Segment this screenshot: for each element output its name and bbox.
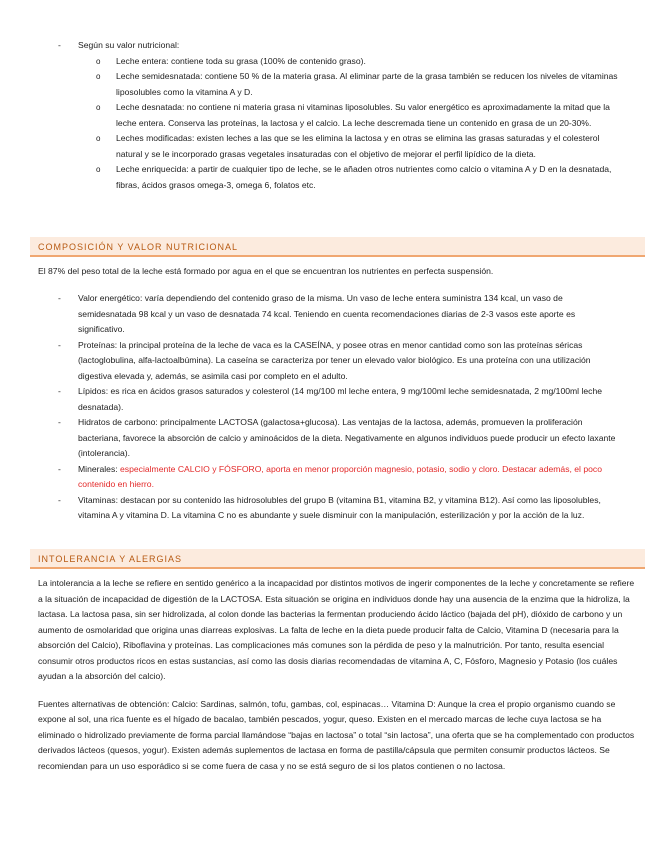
nutritional-list (58, 38, 618, 193)
sublist-item: o Leche entera: contiene toda su grasa (100% de contenido graso). (96, 54, 618, 70)
nutritional-list-block (58, 38, 618, 193)
section-heading-composicion: COMPOSICIÓN Y VALOR NUTRICIONAL (30, 237, 645, 257)
sublist-item: o Leches modificadas: existen leches a las que se les elimina la lactosa y en otras se elimina las grasas saturadas y el colesterol natural y se le incorporado grasas vegetales insaturadas con el objetivo de mejorar el perfil lipídico de la dieta. (96, 131, 618, 162)
list-item (58, 38, 618, 193)
list-item: - Vitaminas: destacan por su contenido las hidrosolubles del grupo B (vitamina B1, vitamina B2, y vitamina B12). Así como las liposolubles, vitamina A y vitamina D. La vitamina C no es abundante y suele disminuir con la manipulación, esterilización y por la acción de la luz. (58, 493, 618, 524)
intolerancia-paragraph-1: La intolerancia a la leche se refiere en sentido genérico a la incapacidad por distintos motivos de ingerir componentes de la leche y concretamente se refiere a la situación de incapacidad de digestión de la LACTOSA. Esta situación se origina en individuos donde hay una ausencia de la enzima que la hidroliza, la lactasa. La lactosa pasa, sin ser hidrolizada, al colon donde las bacterias la fermentan produciendo ácido láctico (bajada del pH), dióxido de carbono y un aumento de osmolaridad que origina unas diarreas explosivas. La falta de leche en la dieta puede producir falta de Calcio, Vitamina D (necesaria para la absorción del Calcio), Riboflavina y proteínas. Las complicaciones más comunes son la pérdida de peso y la malnutrición. Por tanto, resulta esencial consumir otros productos ricos en estas sustancias, así como las dosis diarias recomendadas de vitamina A, C, Fósforo, Magnesio y Potasio (los cuáles ayudan a la absorción del calcio). (38, 578, 635, 681)
sublist-item: o Leche enriquecida: a partir de cualquier tipo de leche, se le añaden otros nutrientes como calcio o vitamina A y D en la desnatada, fibras, ácidos grasos omega-3, omega 6, folatos etc. (96, 162, 618, 193)
list-intro: Según su valor nutricional: (78, 40, 180, 50)
list-item: - Hidratos de carbono: principalmente LACTOSA (galactosa+glucosa). Las ventajas de la lactosa, además, promueven la proliferación bacteriana, favorece la absorción de calcio y aminoácidos de la dieta. Negativamente en algunos individuos puede producir un efecto laxante (intolerancia). (58, 415, 618, 462)
composicion-list (58, 291, 618, 524)
list-item: - Valor energético: varía dependiendo del contenido graso de la misma. Un vaso de leche entera suministra 134 kcal, un vaso de semidesnatada 98 kcal y un vaso de desnatada 74 kcal. Teniendo en cuenta recomendaciones diarias de 2-3 vasos este aporte es significativo. (58, 291, 618, 338)
list-item: - Lípidos: es rica en ácidos grasos saturados y colesterol (14 mg/100 ml leche entera, 9 mg/100ml leche semidesnatada, 2 mg/100ml leche desnatada). (58, 384, 618, 415)
sublist (96, 54, 618, 194)
section-heading-intolerancia: INTOLERANCIA Y ALERGIAS (30, 549, 645, 569)
intolerancia-body (38, 576, 638, 774)
composicion-intro: El 87% del peso total de la leche está formado por agua en el que se encuentran los nutrientes en perfecta suspensión. (38, 266, 494, 276)
minerales-highlight: especialmente CALCIO y FÓSFORO, aporta en menor proporción magnesio, potasio, sodio y cloro. Destacar además, el poco contenido en hierro. (78, 463, 602, 489)
minerales-label: Minerales: (78, 463, 121, 474)
list-item (58, 462, 618, 493)
sublist-item: o Leche desnatada: no contiene ni materia grasa ni vitaminas liposolubles. Su valor energético es aproximadamente la mitad que la leche entera. Conserva las proteínas, la lactosa y el calcio. La leche descremada tiene un contenido en grasa de un 20-30%. (96, 100, 618, 131)
list-item: - Proteínas: la principal proteína de la leche de vaca es la CASEÍNA, y posee otras en menor cantidad como son las proteínas séricas (lactoglobulina, alfa-lactoalbúmina). La caseína se caracteriza por tener un elevado valor biológico. Es una proteína con una utilización digestiva elevada y, además, se asimila casi por completo en el adulto. (58, 338, 618, 385)
sublist-item: o Leche semidesnatada: contiene 50 % de la materia grasa. Al eliminar parte de la grasa también se reducen los niveles de vitaminas liposolubles como la vitamina A y D. (96, 69, 618, 100)
composicion-list-block (58, 291, 618, 524)
intolerancia-paragraph-2: Fuentes alternativas de obtención: Calcio: Sardinas, salmón, tofu, gambas, col, espinacas… Vitamina D: Aunque la crea el propio organismo cuando se expone al sol, una rica fuente es el hígado de bacalao, también pescados, yogur, queso. Existen en el mercado marcas de leche cuya lactosa se ha eliminado o hidrolizado previamente de forma parcial llamándose “bajas en lactosa” o total “sin lactosa”, una oferta que se ha complementado con productos derivados lácteos (quesos, yogur). Existen además suplementos de lactasa en forma de pastilla/cápsula que permiten consumir productos lácteos. Se recomiendan para un uso esporádico si se come fuera de casa y no se está seguro de si los platos contienen o no lactosa. (38, 698, 635, 771)
composicion-intro-block (38, 264, 638, 280)
